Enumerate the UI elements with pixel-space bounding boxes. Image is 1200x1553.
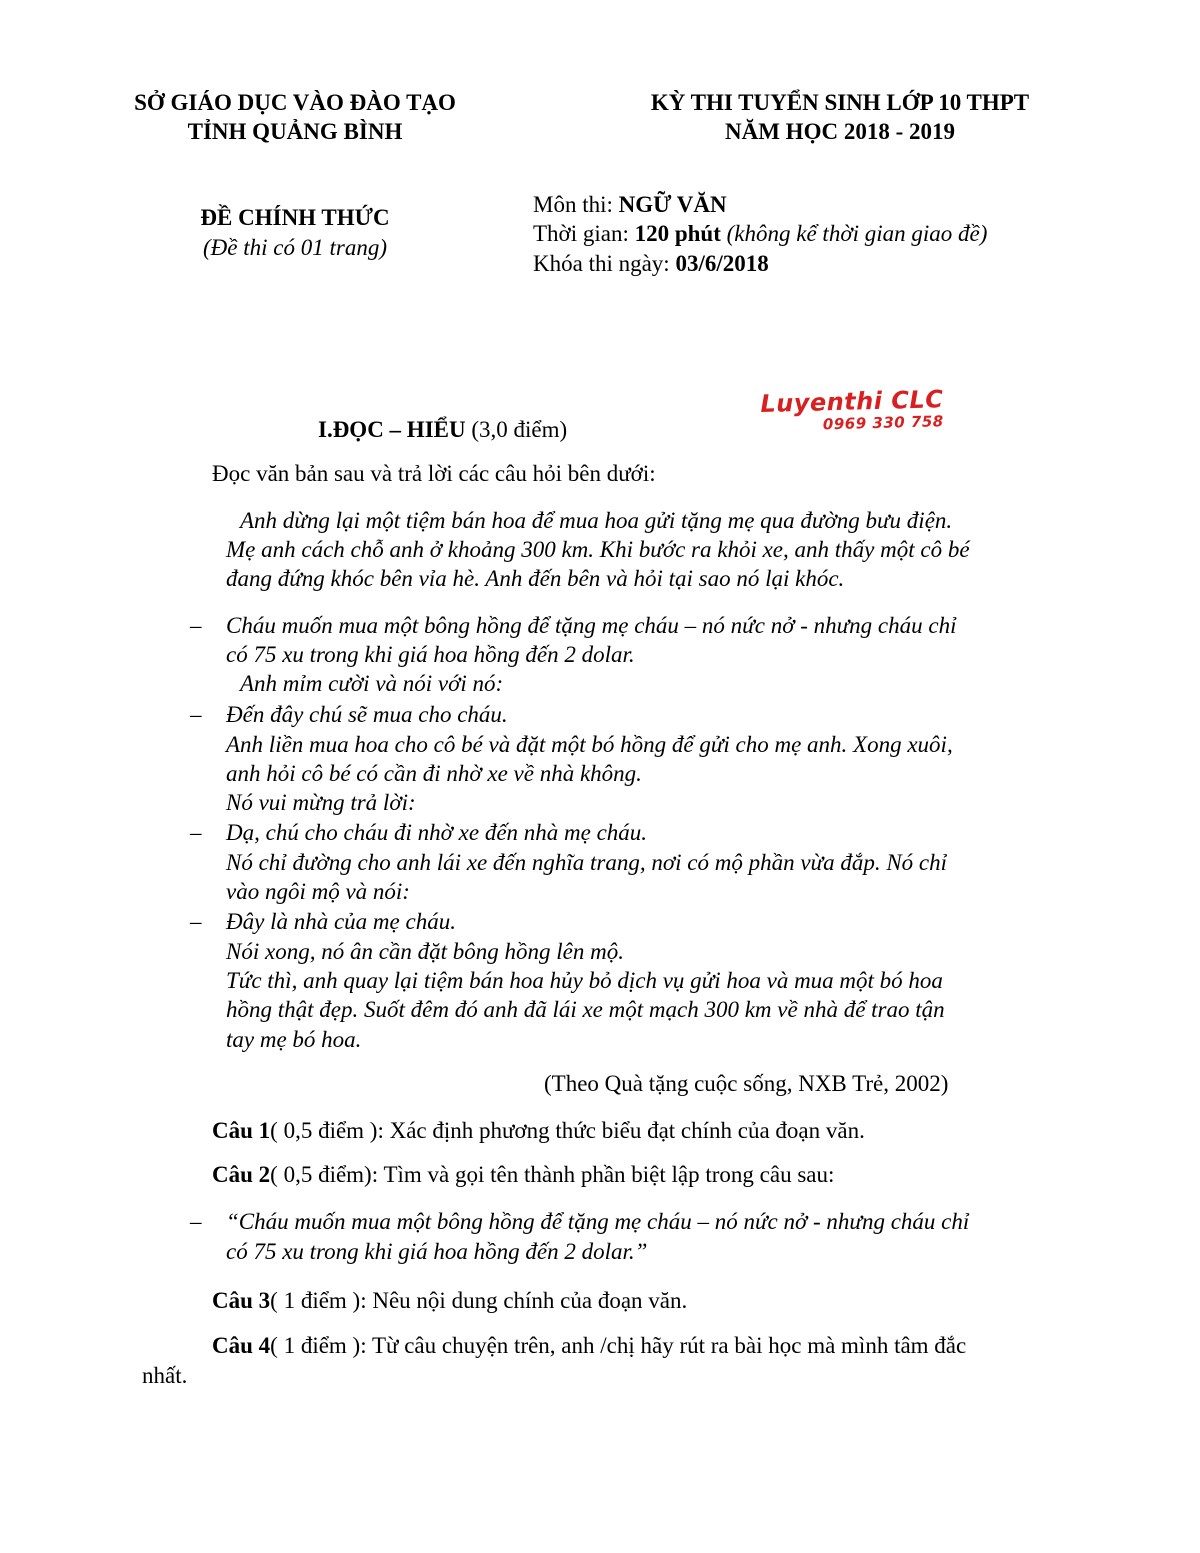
passage-line: hồng thật đẹp. Suốt đêm đó anh đã lái xe một mạch 300 km về nhà để trao tận: [226, 997, 945, 1022]
dialogue-dash: –: [190, 613, 202, 638]
time-note: (không kể thời gian giao đề): [720, 221, 988, 246]
passage-line: tay mẹ bó hoa.: [226, 1027, 362, 1052]
school-year: NĂM HỌC 2018 - 2019: [725, 119, 955, 144]
question-3-text: Nêu nội dung chính của đoạn văn.: [372, 1288, 688, 1313]
question-4-points: ( 1 điểm ):: [270, 1333, 372, 1358]
question-2: [212, 1160, 834, 1190]
question-4-label: Câu 4: [212, 1333, 271, 1358]
subject-label: Môn thi:: [533, 192, 619, 217]
section-points: (3,0 điểm): [465, 417, 568, 442]
question-1: [212, 1116, 865, 1146]
section-heading: I.ĐỌC – HIỂU: [318, 417, 466, 442]
dialogue-dash: –: [190, 909, 202, 934]
date-line: [533, 249, 769, 279]
quote-dash: –: [190, 1209, 202, 1234]
dialogue-dash: –: [190, 820, 202, 845]
passage-line: Nó chỉ đường cho anh lái xe đến nghĩa trang, nơi có mộ phần vừa đắp. Nó chỉ: [226, 850, 948, 875]
question-2-points: ( 0,5 điểm):: [270, 1162, 384, 1187]
question-2-text: Tìm và gọi tên thành phần biệt lập trong câu sau:: [383, 1162, 835, 1187]
watermark-phone: 0969 330 758: [822, 412, 944, 434]
passage-line: Nó vui mừng trả lời:: [226, 790, 416, 815]
official-note: (Đề thi có 01 trang): [203, 235, 387, 260]
department-name: SỞ GIÁO DỤC VÀO ĐÀO TẠO: [134, 90, 456, 115]
passage-line: có 75 xu trong khi giá hoa hồng đến 2 dolar.: [226, 642, 635, 667]
passage-line: Cháu muốn mua một bông hồng để tặng mẹ cháu – nó nức nở - nhưng cháu chỉ: [226, 613, 957, 638]
subject-line: [533, 190, 727, 220]
dialogue-dash: –: [190, 702, 202, 727]
question-1-points: ( 0,5 điểm ):: [270, 1118, 390, 1143]
question-3-label: Câu 3: [212, 1288, 271, 1313]
question-3: [212, 1286, 687, 1316]
passage-line: vào ngôi mộ và nói:: [226, 879, 410, 904]
date-value: 03/6/2018: [675, 251, 769, 276]
passage-line: Nói xong, nó ân cần đặt bông hồng lên mộ.: [226, 939, 624, 964]
time-line: [533, 219, 987, 249]
passage-line: Anh liền mua hoa cho cô bé và đặt một bó hồng để gửi cho mẹ anh. Xong xuôi,: [226, 732, 953, 757]
instruction-text: Đọc văn bản sau và trả lời các câu hỏi bên dưới:: [212, 461, 656, 486]
question-4-text: Từ câu chuyện trên, anh /chị hãy rút ra bài học mà mình tâm đắc: [371, 1333, 967, 1358]
official-title: ĐỀ CHÍNH THỨC: [200, 205, 390, 230]
province-name: TỈNH QUẢNG BÌNH: [187, 119, 403, 144]
date-label: Khóa thi ngày:: [533, 251, 676, 276]
question-1-text: Xác định phương thức biểu đạt chính của đoạn văn.: [389, 1118, 865, 1143]
passage-line: Mẹ anh cách chỗ anh ở khoảng 300 km. Khi bước ra khỏi xe, anh thấy một cô bé: [226, 537, 970, 562]
exam-name: KỲ THI TUYỂN SINH LỚP 10 THPT: [650, 90, 1030, 115]
section-title: [318, 415, 567, 445]
passage-line: Tức thì, anh quay lại tiệm bán hoa hủy bỏ dịch vụ gửi hoa và mua một bó hoa: [226, 968, 943, 993]
passage-line: anh hỏi cô bé có cần đi nhờ xe về nhà không.: [226, 761, 642, 786]
question-2-label: Câu 2: [212, 1162, 271, 1187]
passage-line: Đến đây chú sẽ mua cho cháu.: [226, 702, 508, 727]
question-1-label: Câu 1: [212, 1118, 271, 1143]
passage-line: Anh dừng lại một tiệm bán hoa để mua hoa gửi tặng mẹ qua đường bưu điện.: [240, 508, 953, 533]
question-3-points: ( 1 điểm ):: [270, 1288, 373, 1313]
watermark-name: Luyenthi CLC: [760, 385, 944, 418]
time-value: 120 phút: [634, 221, 721, 246]
passage-line: Dạ, chú cho cháu đi nhờ xe đến nhà mẹ cháu.: [226, 820, 648, 845]
passage-line: đang đứng khóc bên vỉa hè. Anh đến bên và hỏi tại sao nó lại khóc.: [226, 566, 845, 591]
question-4-continuation: nhất.: [142, 1363, 188, 1388]
question-2-quote-line: “Cháu muốn mua một bông hồng để tặng mẹ cháu – nó nức nở - nhưng cháu chỉ: [226, 1209, 970, 1234]
passage-line: Anh mỉm cười và nói với nó:: [240, 671, 504, 696]
passage-source: (Theo Quà tặng cuộc sống, NXB Trẻ, 2002): [544, 1071, 949, 1096]
watermark-logo: [760, 384, 991, 434]
subject-value: NGỮ VĂN: [618, 192, 727, 217]
time-label: Thời gian:: [533, 221, 635, 246]
passage-line: Đây là nhà của mẹ cháu.: [226, 909, 456, 934]
question-2-quote-line: có 75 xu trong khi giá hoa hồng đến 2 dolar.”: [226, 1239, 648, 1264]
question-4: [212, 1331, 966, 1361]
